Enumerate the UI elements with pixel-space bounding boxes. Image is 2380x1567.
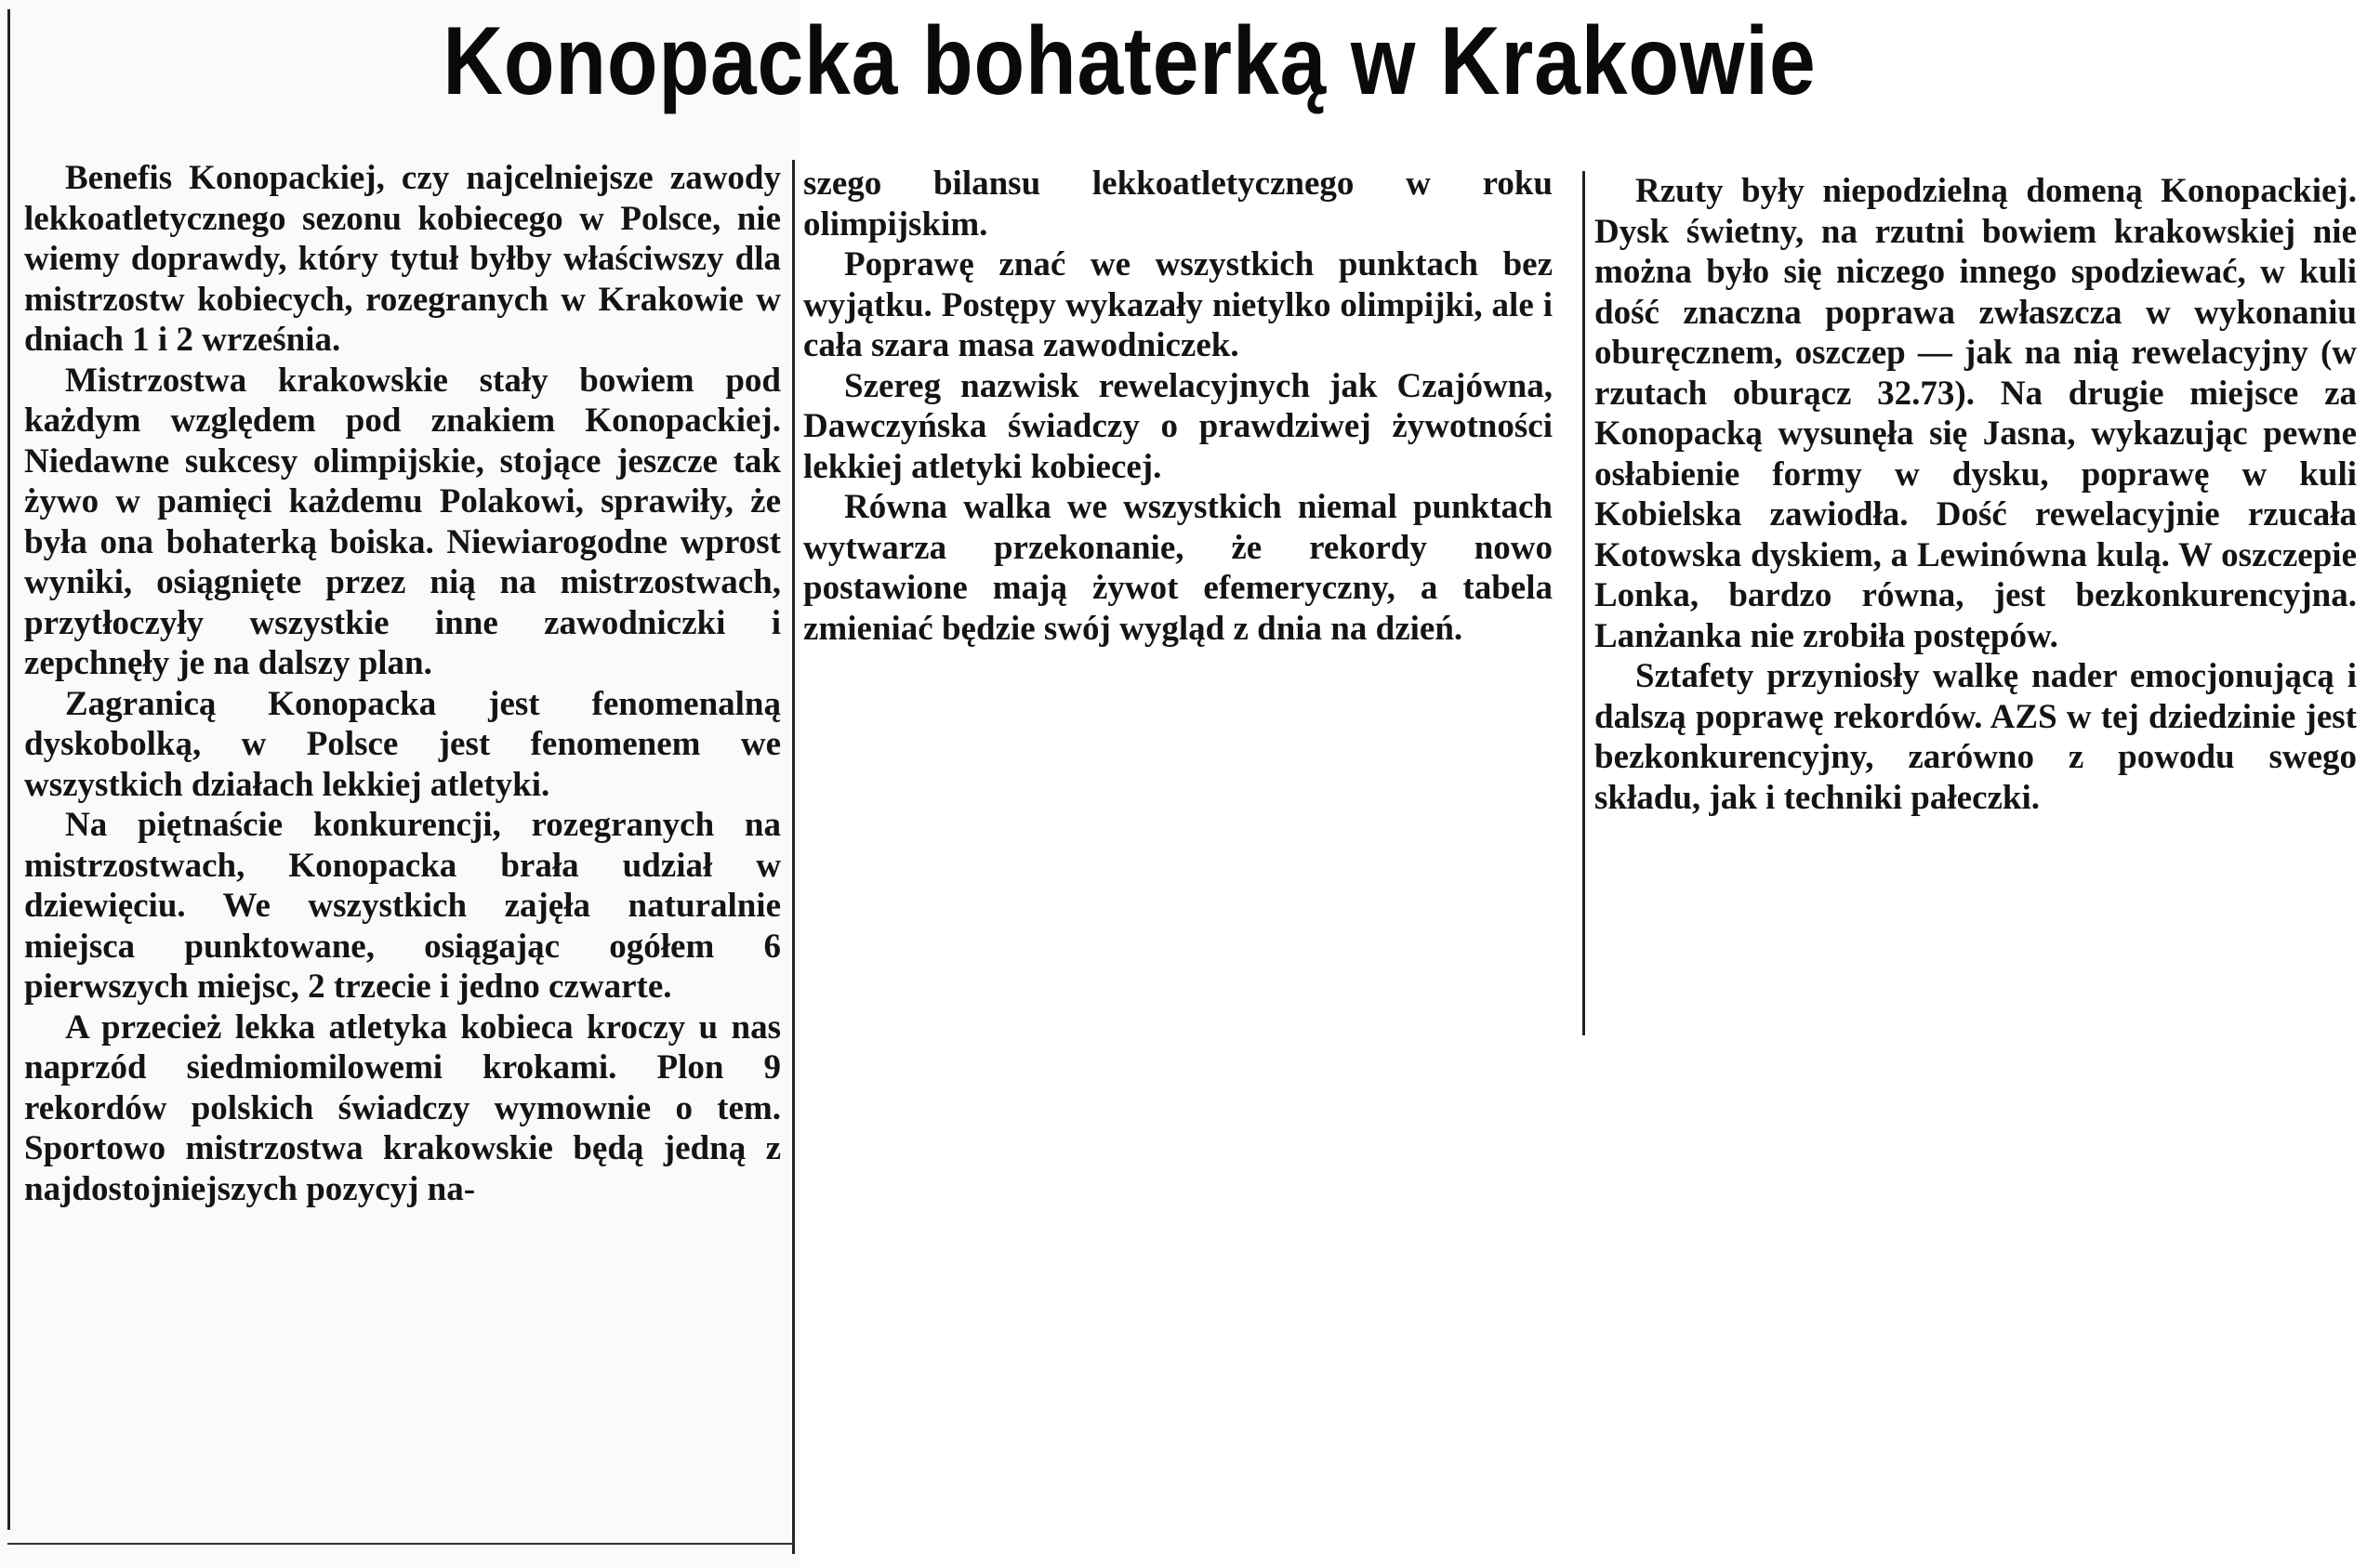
paragraph: Rzuty były niepodzielną domeną Konopackiej. Dysk świetny, na rzutni bowiem krakowskiej nie można było się niczego innego spodziewać, w kuli dość znaczna poprawa zwłaszcza w wykonaniu oburęcznem, oszczep — jak na nią rewelacyjny (w rzutach oburącz 32.73). Na drugie miejsce za Konopacką wysunęła się Jasna, wykazując pewne osłabienie formy w dysku, poprawę w kuli Kobielska zawiodła. Dość rewelacyjnie rzucała Kotowska dyskiem, a Lewinówna kulą. W oszczepie Lonka, bardzo równa, jest bezkonkurencyjna. Lanżanka nie zrobiła postępów.	[1594, 172, 2357, 655]
bottom-rule	[7, 1543, 794, 1545]
paragraph: Szereg nazwisk rewelacyjnych jak Czajówna, Dawczyńska świadczy o prawdziwej żywotności lekkiej atletyki kobiecej.	[803, 366, 1553, 486]
left-margin-rule	[7, 9, 10, 1530]
article-column-1	[24, 158, 781, 1209]
paragraph: A przecież lekka atletyka kobieca kroczy u nas naprzód siedmiomilowemi krokami. Plon 9 rekordów polskich świadczy wymownie o tem. Sportowo mistrzostwa krakowskie będą jedną z najdostojniejszych pozycyj na-	[24, 1007, 781, 1208]
paragraph: Benefis Konopackiej, czy najcelniejsze zawody lekkoatletycznego sezonu kobiecego w Polsce, nie wiemy doprawdy, który tytuł byłby właściwszy dla mistrzostw kobiecych, rozegranych w Krakowie w dniach 1 i 2 września.	[24, 159, 781, 359]
paragraph-continued: szego bilansu lekkoatletycznego w roku olimpijskim.	[803, 165, 1553, 244]
paragraph: Na piętnaście konkurencji, rozegranych na mistrzostwach, Konopacka brała udział w dziewięciu. We wszystkich zajęła naturalnie miejsca punktowane, osiągając ogółem 6 pierwszych miejsc, 2 trzecie i jedno czwarte.	[24, 806, 781, 1006]
column-rule-2	[1582, 171, 1585, 1035]
column-rule-1	[792, 160, 795, 1554]
paragraph: Równa walka we wszystkich niemal punktach wytwarza przekonanie, że rekordy nowo postawione mają żywot efemeryczny, a tabela zmieniać będzie swój wygląd z dnia na dzień.	[803, 488, 1553, 648]
paragraph: Poprawę znać we wszystkich punktach bez wyjątku. Postępy wykazały nietylko olimpijki, ale i cała szara masa zawodniczek.	[803, 245, 1553, 364]
paragraph: Mistrzostwa krakowskie stały bowiem pod każdym względem pod znakiem Konopackiej. Niedawne sukcesy olimpijskie, stojące jeszcze tak żywo w pamięci każdemu Polakowi, sprawiły, że była ona bohaterką boiska. Niewiarogodne wprost wyniki, osiągnięte przez nią na mistrzostwach, przytłoczyły wszystkie inne zawodniczki i zepchnęły je na dalszy plan.	[24, 361, 781, 682]
article-column-2	[803, 164, 1553, 649]
paragraph: Sztafety przyniosły walkę nader emocjonującą i dalszą poprawę rekordów. AZS w tej dziedzinie jest bezkonkurencyjny, zarówno z powodu swego składu, jak i techniki pałeczki.	[1594, 657, 2357, 817]
headline: Konopacka bohaterką w Krakowie	[443, 7, 1817, 115]
paragraph: Zagranicą Konopacka jest fenomenalną dyskobolką, w Polsce jest fenomenem we wszystkich działach lekkiej atletyki.	[24, 684, 781, 804]
article-column-3	[1594, 171, 2357, 818]
